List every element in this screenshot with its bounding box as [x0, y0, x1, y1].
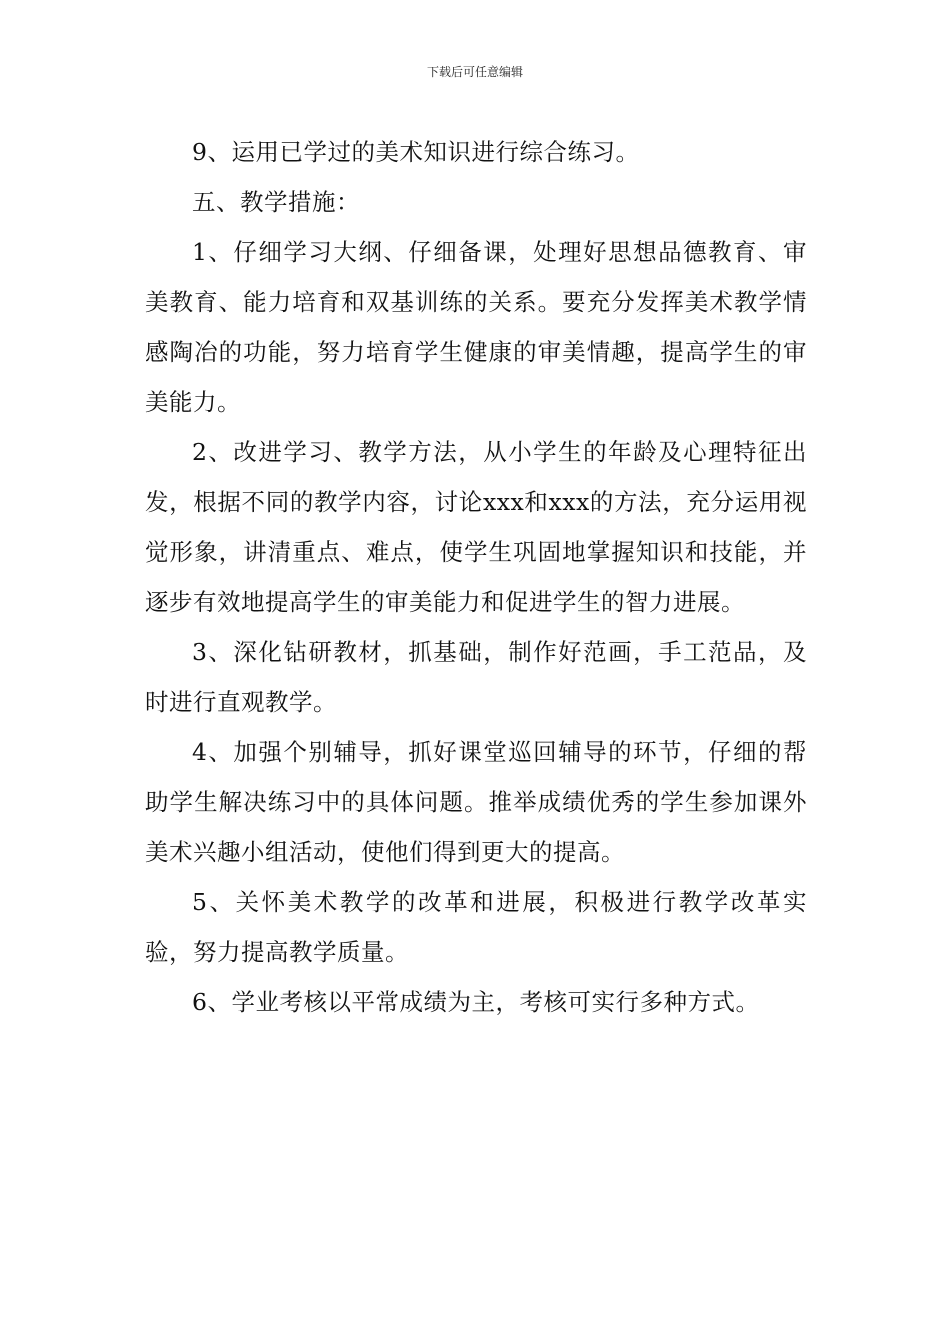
page-header: 下载后可任意编辑 [426, 65, 523, 79]
paragraph-measure-5: 5、关怀美术教学的改革和进展，积极进行教学改革实验，努力提高教学质量。 [145, 888, 807, 966]
paragraph-measure-2: 2、改进学习、教学方法，从小学生的年龄及心理特征出发，根据不同的教学内容，讨论xxx和xxx的方法，充分运用视觉形象，讲清重点、难点，使学生巩固地掌握知识和技能，并逐步有效地提高学生的审美能力和促进学生的智力进展。 [145, 438, 807, 616]
paragraph-measure-4: 4、加强个别辅导，抓好课堂巡回辅导的环节，仔细的帮助学生解决练习中的具体问题。推举成绩优秀的学生参加课外美术兴趣小组活动，使他们得到更大的提高。 [145, 738, 807, 866]
paragraph-measure-6: 6、学业考核以平常成绩为主，考核可实行多种方式。 [192, 988, 760, 1016]
document-body [145, 127, 807, 1027]
paragraph-measure-1: 1、仔细学习大纲、仔细备课，处理好思想品德教育、审美教育、能力培育和双基训练的关系。要充分发挥美术教学情感陶冶的功能，努力培育学生健康的审美情趣，提高学生的审美能力。 [145, 238, 807, 416]
section-heading-teaching-measures: 五、教学措施： [192, 188, 360, 216]
paragraph-measure-3: 3、深化钻研教材，抓基础，制作好范画，手工范品，及时进行直观教学。 [145, 638, 807, 716]
paragraph-item-9: 9、运用已学过的美术知识进行综合练习。 [192, 138, 640, 166]
